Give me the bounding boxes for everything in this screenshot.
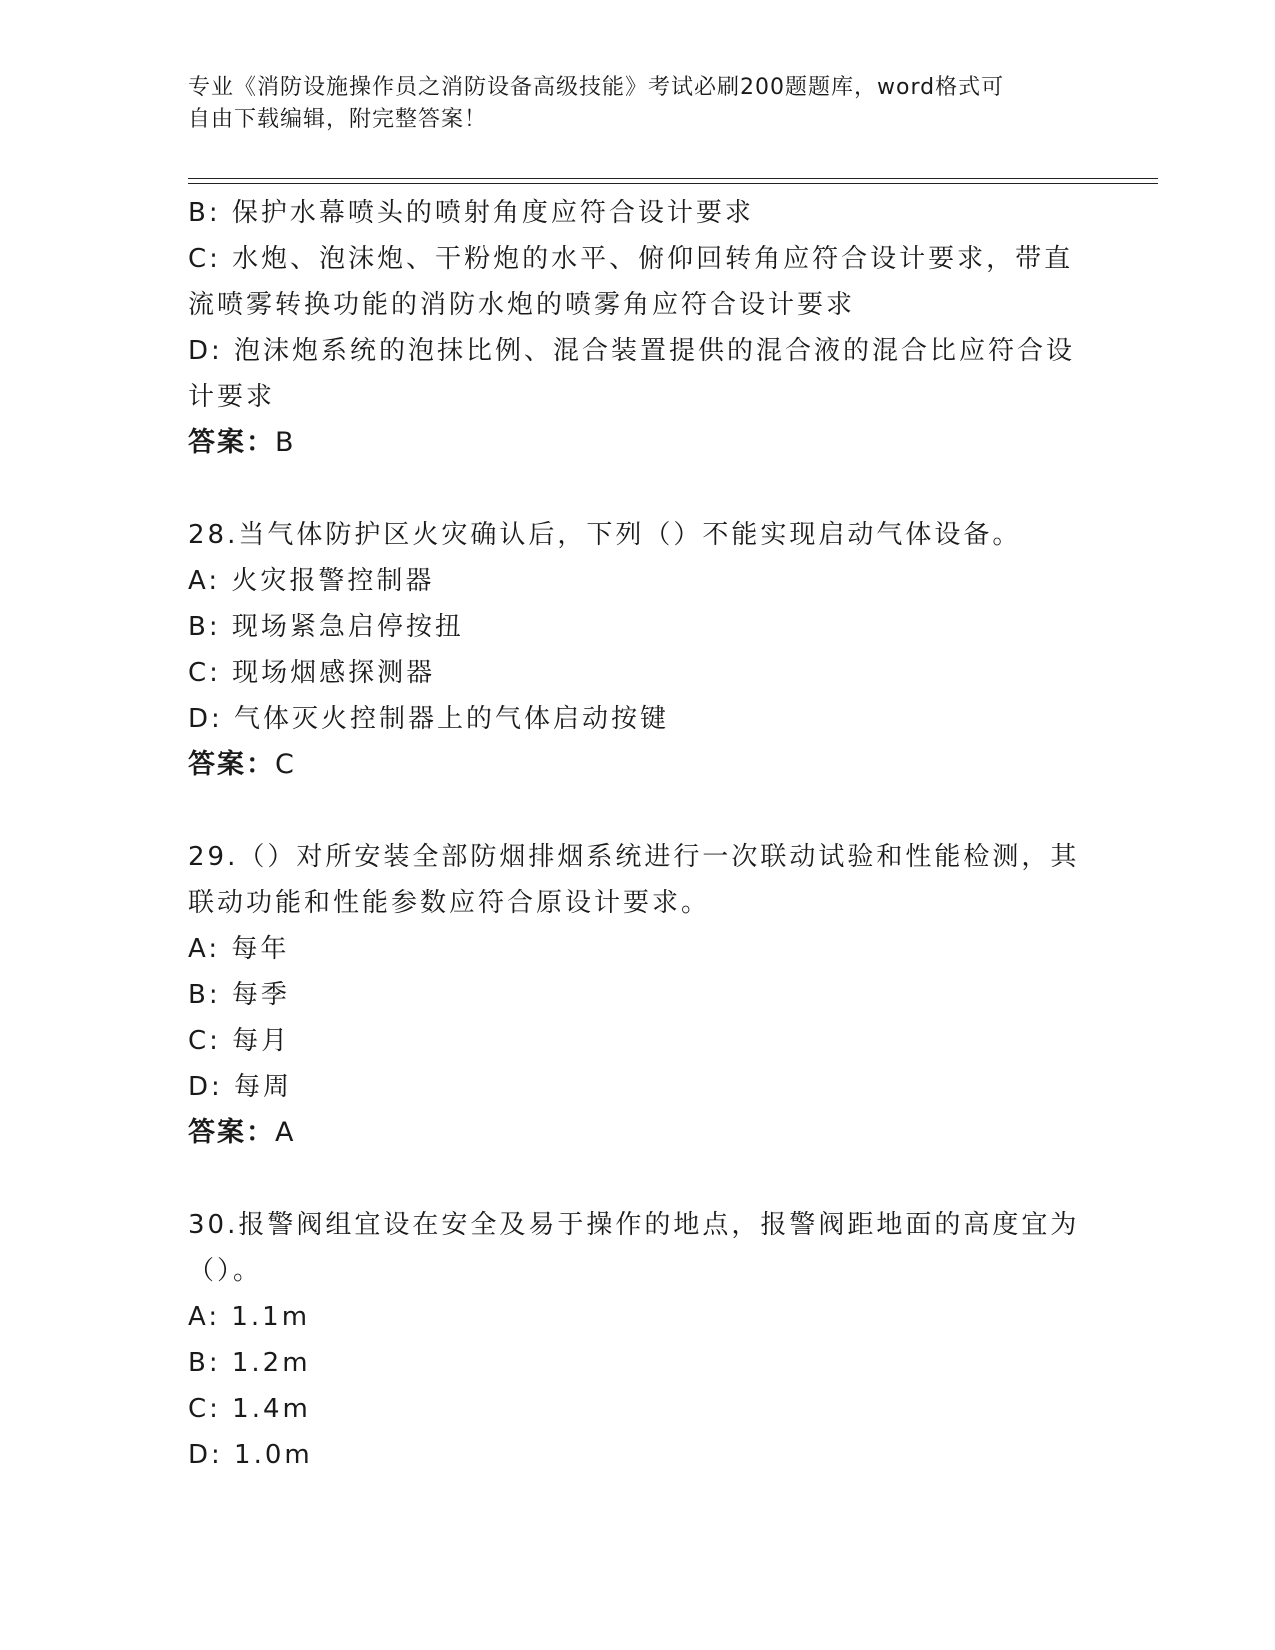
- option-d: D: 每周: [188, 1072, 293, 1102]
- answer-value: B: [275, 427, 296, 458]
- option-a: A: 1.1m: [188, 1302, 311, 1332]
- answer-value: A: [275, 1117, 296, 1148]
- option-c: C: 水炮、泡沫炮、干粉炮的水平、俯仰回转角应符合设计要求，带直流喷雾转换功能的消防水炮的喷雾角应符合设计要求: [188, 244, 1074, 320]
- option-b: B: 每季: [188, 980, 290, 1010]
- option-d: D: 1.0m: [188, 1440, 313, 1470]
- answer-line: [188, 742, 1088, 788]
- question-stem: 30.报警阀组宜设在安全及易于操作的地点，报警阀距地面的高度宜为（）。: [188, 1210, 1080, 1286]
- option-d: D: 气体灭火控制器上的气体启动按键: [188, 704, 670, 734]
- spacer: [188, 788, 1088, 834]
- question-28: [188, 512, 1088, 788]
- answer-label: 答案：: [188, 1117, 275, 1148]
- spacer: [188, 1156, 1088, 1202]
- option-a: A: 每年: [188, 934, 290, 964]
- question-29: [188, 834, 1088, 1156]
- option-c: C: 1.4m: [188, 1394, 311, 1424]
- option-c: C: 每月: [188, 1026, 291, 1056]
- option-a: A: 火灾报警控制器: [188, 566, 435, 596]
- answer-line: [188, 420, 1088, 466]
- option-b: B: 1.2m: [188, 1348, 311, 1378]
- question-30: [188, 1202, 1088, 1478]
- header-title-line-1: 专业《消防设施操作员之消防设备高级技能》考试必刷200题题库，word格式可: [188, 75, 1005, 100]
- option-d: D: 泡沫炮系统的泡抹比例、混合装置提供的混合液的混合比应符合设计要求: [188, 336, 1076, 412]
- option-c: C: 现场烟感探测器: [188, 658, 436, 688]
- answer-label: 答案：: [188, 749, 275, 780]
- document-header: [188, 72, 1068, 136]
- question-27-continued: [188, 190, 1088, 466]
- question-list: [188, 190, 1088, 1478]
- option-b: B: 现场紧急启停按扭: [188, 612, 464, 642]
- question-stem: 28.当气体防护区火灾确认后，下列（）不能实现启动气体设备。: [188, 520, 1022, 550]
- answer-value: C: [275, 749, 296, 780]
- answer-label: 答案：: [188, 427, 275, 458]
- question-stem: 29.（）对所安装全部防烟排烟系统进行一次联动试验和性能检测，其联动功能和性能参数应符合原设计要求。: [188, 842, 1080, 918]
- header-title-line-2: 自由下载编辑，附完整答案！: [188, 107, 488, 132]
- answer-line: [188, 1110, 1088, 1156]
- option-b: B: 保护水幕喷头的喷射角度应符合设计要求: [188, 198, 754, 228]
- header-rule-bottom: [188, 183, 1158, 184]
- spacer: [188, 466, 1088, 512]
- header-rule-top: [188, 178, 1158, 179]
